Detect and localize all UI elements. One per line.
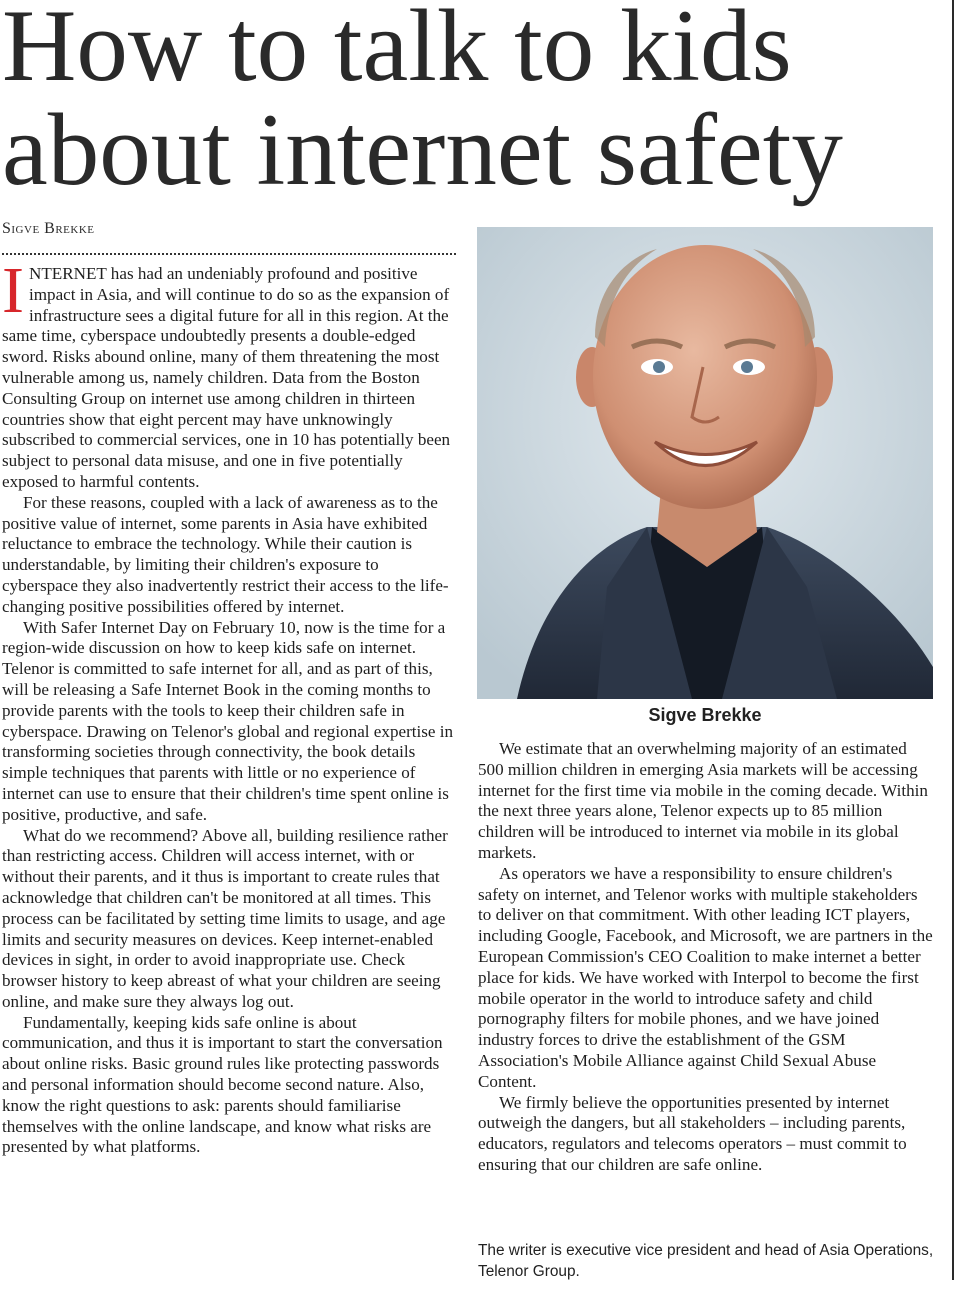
paragraph-1-text: NTERNET has had an undeniably profound and positive impact in Asia, and will continue to do so as the expansion of infrastructure sees a digital future for all in this region. At the same time, cyberspace undoubtedly presents a double-edged sword. Risks abound online, many of them threatening the most vulnerable among us, namely children. Data from the Boston Consulting Group on internet use among children in thirteen countries show that eight percent may have unknowingly subscribed to commercial services, one in 10 has potentially been subject to personal data misuse, and one in five potentially exposed to harmful contents. <box>2 264 451 491</box>
photo-caption: Sigve Brekke <box>648 705 762 725</box>
paragraph-4: What do we recommend? Above all, building resilience rather than restricting access. Children will access internet, with or without their parents, and it thus is important to create rules that acknowledge that children can't be monitored at all times. This process can be facilitated by setting time limits to usage, and age limits and security measures on devices. Keep internet-enabled devices in sight, in order to avoid inappropriate use. Check browser history to keep abreast of what your children are seeing online, and make sure they always log out. <box>2 825 448 1011</box>
dotted-divider <box>2 253 456 255</box>
paragraph-3: With Safer Internet Day on February 10, now is the time for a region-wide discussion on how to keep kids safe on internet. Telenor is committed to safe internet for all, and as part of this, will be releasing a Safe Internet Book in the coming months to provide parents with the tools to keep their children safe in cyberspace. Drawing on Telenor's global and regional expertise in transforming societies through connectivity, the book details simple techniques that parents with little or no experience of internet can use to ensure that their children's time spent online is positive, productive, and safe. <box>2 617 454 824</box>
paragraph-2: For these reasons, coupled with a lack of awareness as to the positive value of internet, some parents in Asia have exhibited reluctance to embrace the technology. While their caution is understandable, by limiting their children's exposure to cyberspace they also inadvertently restrict their access to the life-changing positive possibilities offered by internet. <box>2 492 449 616</box>
paragraph-8: We firmly believe the opportunities presented by internet outweigh the dangers, but all stakeholders – including parents, educators, regulators and telecoms operators – must commit to ensuring that our children are safe online. <box>478 1092 907 1174</box>
author-tagline: The writer is executive vice president and head of Asia Operations, Telenor Group. <box>478 1242 934 1280</box>
byline: Sigve Brekke <box>2 220 95 237</box>
column-rule-right <box>952 0 954 1280</box>
paragraph-6: We estimate that an overwhelming majority of an estimated 500 million children in emerging Asia markets will be accessing internet for the first time via mobile in the coming decade. Within the next three years alone, Telenor expects up to 85 million children will be introduced to internet via mobile in its global markets. <box>478 739 928 862</box>
headline: How to talk to kids about internet safety <box>2 0 843 207</box>
paragraph-5: Fundamentally, keeping kids safe online is about communication, and thus it is important to start the conversation about online risks. Basic ground rules like protecting passwords and personal information should become second nature. Also, know the right questions to ask: parents should familiarise themselves with the online landscape, and know what risks are presented by what platforms. <box>2 1012 443 1157</box>
article-column-left <box>2 254 457 1158</box>
portrait-illustration <box>477 227 933 699</box>
author-photo <box>477 227 933 699</box>
article-column-right <box>478 739 933 1176</box>
paragraph-1 <box>2 254 457 493</box>
paragraph-7: As operators we have a responsibility to ensure children's safety on internet, and Telenor works with multiple stakeholders to deliver on that commitment. With other leading ICT players, including Google, Facebook, and Microsoft, we are partners in the European Commission's CEO Coalition to make internet a better place for kids. We have worked with Interpol to become the first mobile operator in the world to introduce safety and child pornography filters for mobile phones, and we have joined industry forces to drive the establishment of the GSM Association's Mobile Alliance against Child Sexual Abuse Content. <box>478 863 933 1091</box>
drop-cap: I <box>2 254 24 327</box>
